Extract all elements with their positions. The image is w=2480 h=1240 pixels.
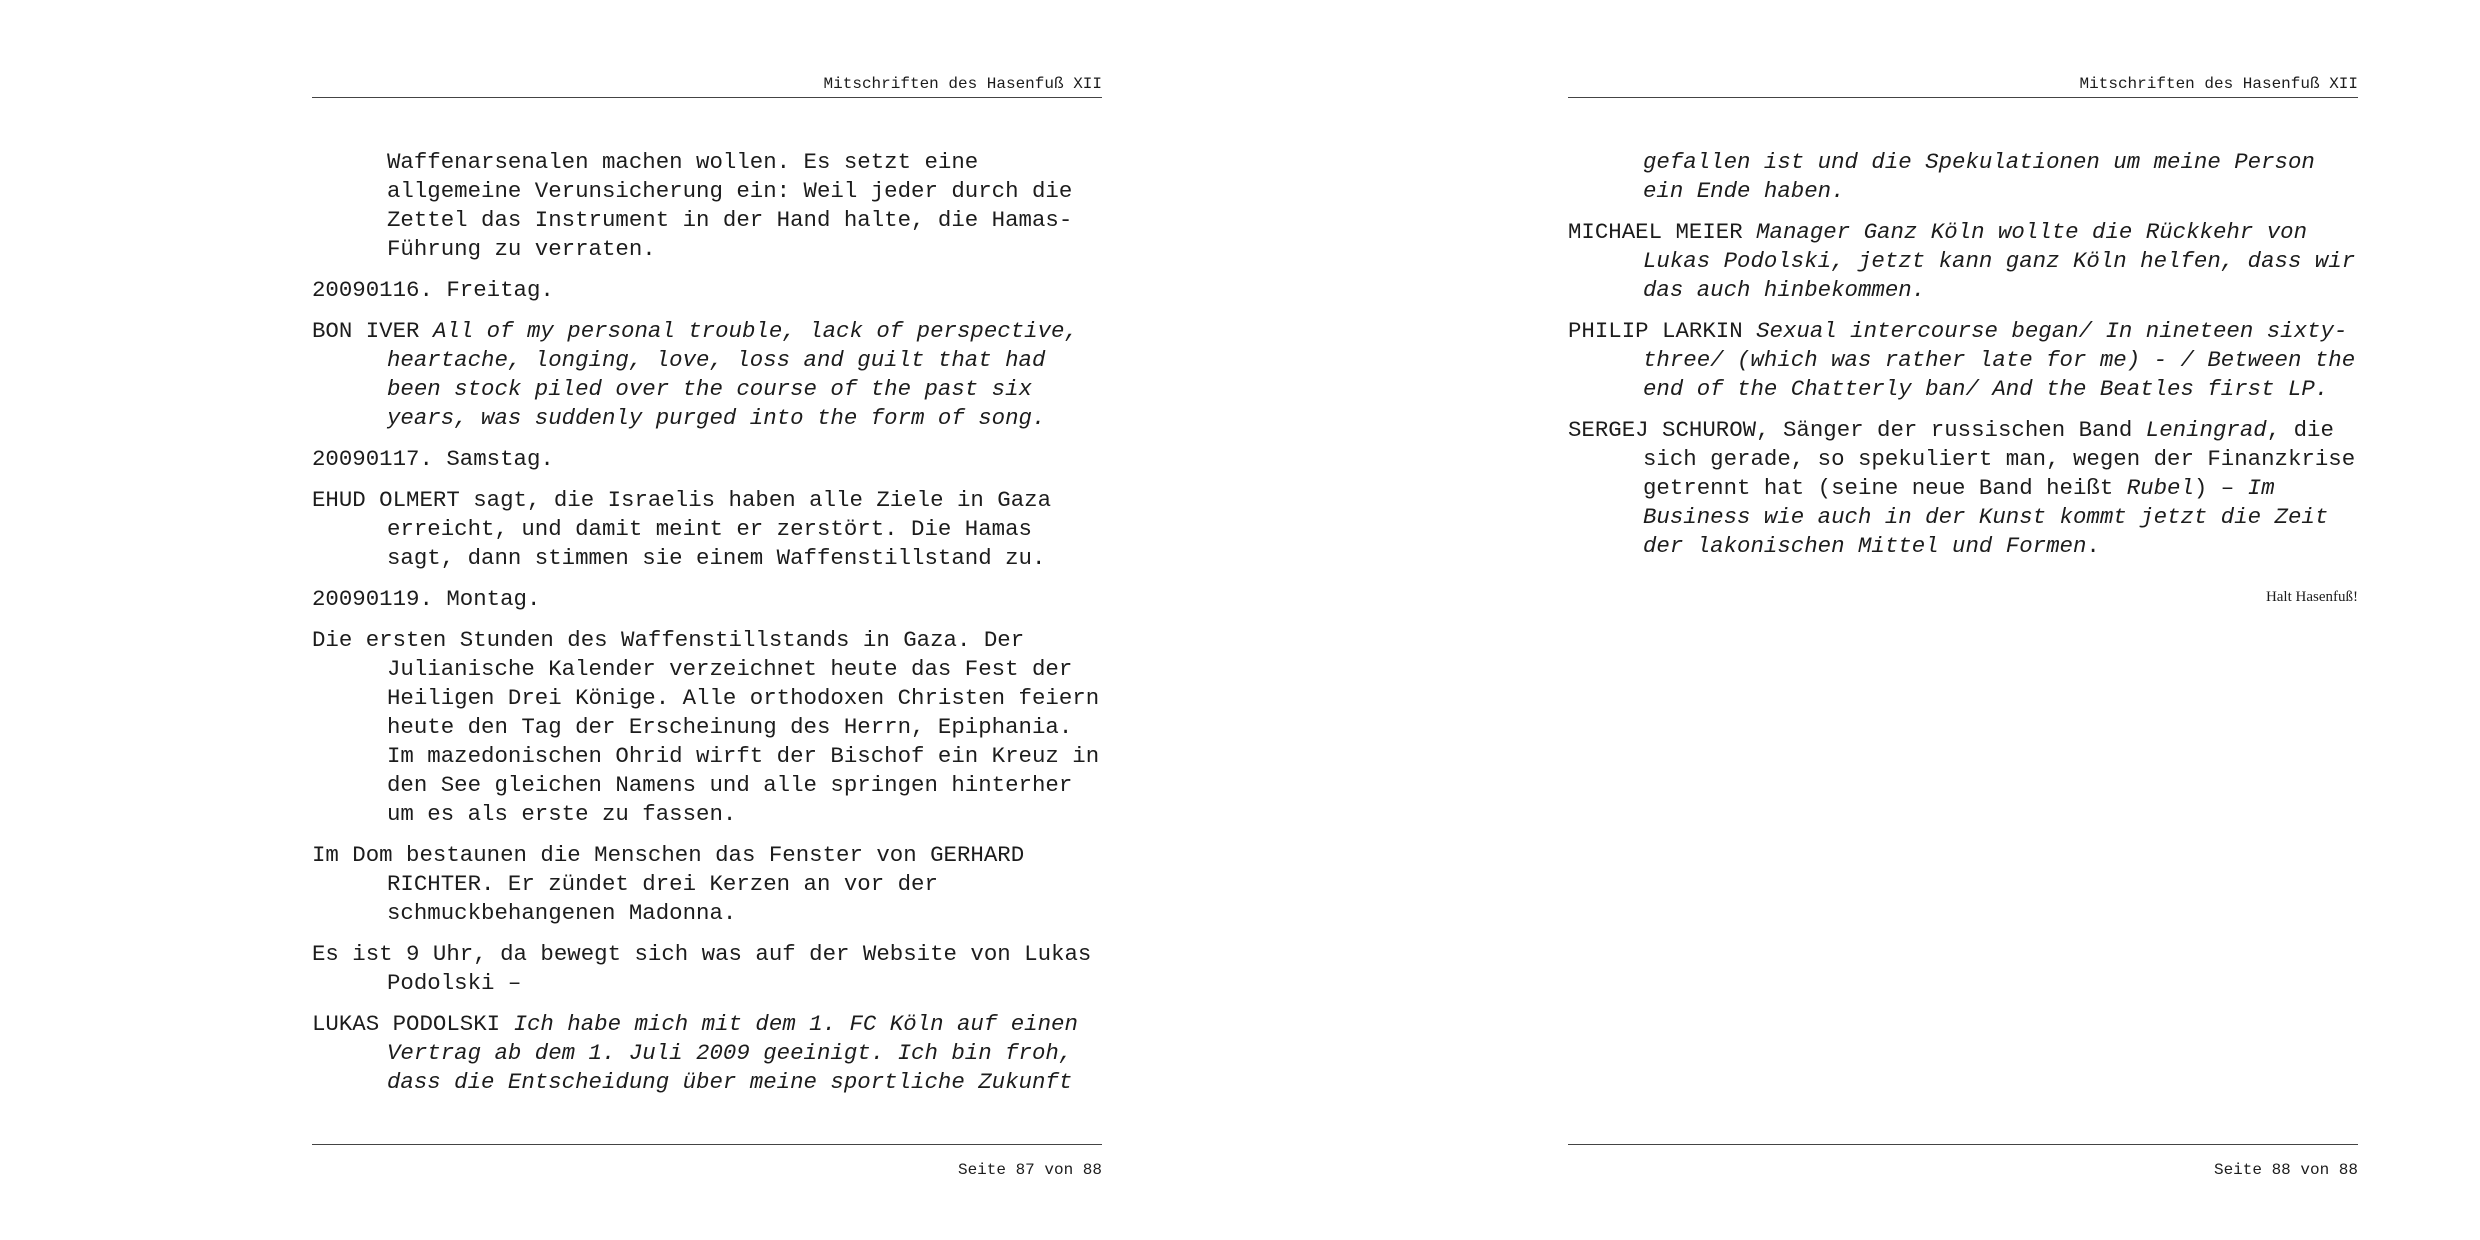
quote-paragraph [1568,148,2358,206]
speaker-name: SERGEJ SCHUROW, [1568,417,1770,443]
quote-paragraph [312,317,1102,433]
header-rule [1568,97,2358,98]
paragraph: Waffenarsenalen machen wollen. Es setzt eine allgemeine Verunsicherung ein: Weil jeder durch die Zettel das Instrument in der Hand halte, die Hamas-Führung zu verraten. [387,149,1073,262]
speaker-name: LUKAS PODOLSKI [312,1011,501,1037]
quote-paragraph: SERGEJ SCHUROW, Sänger der russischen Band Leningrad, die sich gerade, so spekuliert man, wegen der Finanzkrise getrennt hat (seine neue Band heißt Rubel) – Im Business wie auch in der Kunst kommt jetzt die Zeit der lakonischen Mittel und Formen. [1568,417,2356,559]
date-heading: 20090119. Montag. [312,586,541,612]
quote-text: Sexual intercourse began/ In nineteen sixty-three/ (which was rather late for me) - / Between the end of the Chatterly ban/ And the Beatles first LP. [1643,318,2356,402]
quote-paragraph [1568,317,2358,404]
footer-rule [312,1144,1102,1145]
speaker-name: BON IVER [312,318,420,344]
footer-rule [1568,1144,2358,1145]
left-page [312,0,1102,1240]
running-head: Mitschriften des Hasenfuß XII [823,75,1102,93]
paragraph: Im Dom bestaunen die Menschen das Fenster von GERHARD RICHTER. Er zündet drei Kerzen an vor der schmuckbehangenen Madonna. [312,842,1025,926]
speaker-name: EHUD OLMERT [312,487,460,513]
quote-paragraph [312,1010,1102,1097]
page-body [312,148,1102,1109]
quote-text: Ich habe mich mit dem 1. FC Köln auf einen Vertrag ab dem 1. Juli 2009 geeinigt. Ich bin froh, dass die Entscheidung über meine sportliche Zukunft [387,1011,1078,1095]
right-page [1568,0,2358,1240]
page-number: Seite 88 von 88 [2213,1161,2358,1179]
speaker-name: MICHAEL MEIER [1568,219,1743,245]
band-name: Leningrad [2145,417,2267,443]
date-heading: 20090116. Freitag. [312,277,554,303]
page-body [1568,148,2358,607]
quote-text: gefallen ist und die Spekulationen um meine Person ein Ende haben. [1643,149,2315,204]
running-head: Mitschriften des Hasenfuß XII [2079,75,2358,93]
speaker-name: PHILIP LARKIN [1568,318,1743,344]
band-name: Rubel [2126,475,2194,501]
quote-text: Manager Ganz Köln wollte die Rückkehr von Lukas Podolski, jetzt kann ganz Köln helfen, dass wir das auch hinbekommen. [1643,219,2356,303]
page-number: Seite 87 von 88 [957,1161,1102,1179]
header-rule [312,97,1102,98]
date-heading: 20090117. Samstag. [312,446,554,472]
closing-signature: Halt Hasenfuß! [2265,589,2358,605]
paragraph: Es ist 9 Uhr, da bewegt sich was auf der Website von Lukas Podolski – [312,941,1092,996]
quote-text: All of my personal trouble, lack of perspective, heartache, longing, love, loss and guilt that had been stock piled over the course of the past six years, was suddenly purged into the form of song. [387,318,1078,431]
paragraph: EHUD OLMERT sagt, die Israelis haben alle Ziele in Gaza erreicht, und damit meint er zerstört. Die Hamas sagt, dann stimmen sie einem Waffenstillstand zu. [312,487,1052,571]
quote-text: Im Business wie auch in der Kunst kommt jetzt die Zeit der lakonischen Mittel und Formen [1643,475,2329,559]
paragraph: Die ersten Stunden des Waffenstillstands in Gaza. Der Julianische Kalender verzeichnet heute das Fest der Heiligen Drei Könige. Alle orthodoxen Christen feiern heute den Tag der Erscheinung des Herrn, Epiphania. Im mazedonischen Ohrid wirft der Bischof ein Kreuz in den See gleichen Namens und alle springen hinterher um es als erste zu fassen. [312,627,1100,827]
quote-paragraph [1568,218,2358,305]
